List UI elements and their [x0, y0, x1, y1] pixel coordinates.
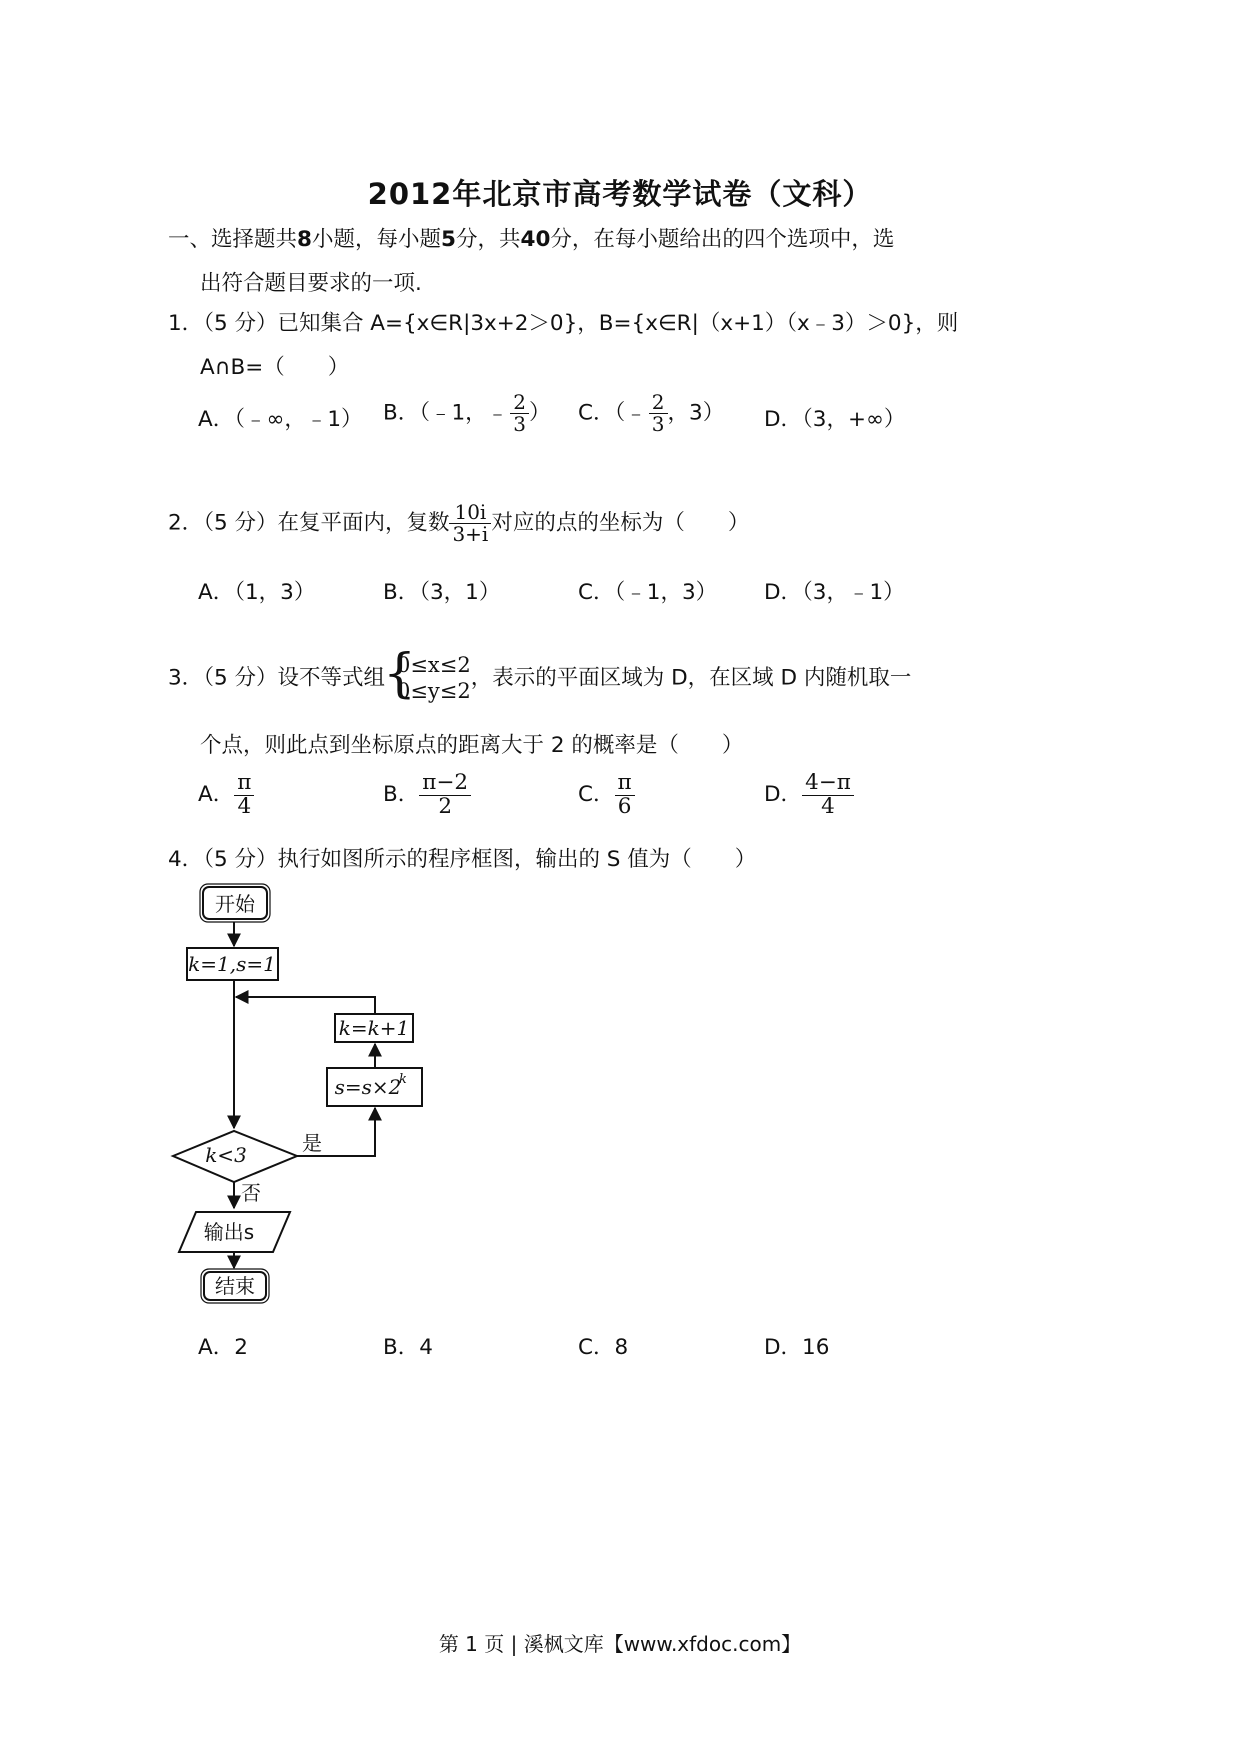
option-a: A．2 [198, 1335, 248, 1360]
question-text: （5 分）设不等式组 [203, 665, 385, 691]
option-label: B． [383, 782, 420, 808]
section-text: 分，共 [455, 227, 521, 252]
fraction-numerator: 2 [510, 392, 529, 414]
option-a: A．（1，3） [198, 580, 316, 605]
fraction-numerator: π [615, 772, 635, 796]
question-number: 4． [168, 847, 204, 872]
question-1-line2: A∩B=（ ） [200, 355, 350, 380]
fraction-denominator: 4 [821, 793, 835, 819]
fraction-numerator: 4−π [802, 772, 854, 796]
option-b: B．（3，1） [383, 580, 501, 605]
fraction-numerator: 10i [449, 502, 491, 524]
fraction-denominator: 2 [438, 793, 452, 819]
option-b: B．4 [383, 1335, 433, 1360]
section-total: 40 [520, 227, 551, 252]
section-count: 8 [297, 227, 312, 252]
minus-sign: ﹣ [625, 400, 647, 426]
fraction-denominator: 6 [617, 793, 632, 819]
flow-start-text: 开始 [215, 892, 255, 916]
flow-update-s-text: s=s×2 [334, 1075, 402, 1099]
option-c-close: ，3） [667, 400, 725, 426]
option-d: D．（3，﹣1） [764, 580, 905, 605]
question-number: 2． [168, 510, 204, 536]
question-text: ，表示的平面区域为 D，在区域 D 内随机取一 [470, 665, 912, 691]
question-text: 对应的点的坐标为（ ） [491, 510, 750, 536]
section-text: 小题，每小题 [311, 227, 441, 252]
option-b-close: ） [528, 400, 551, 426]
option-label: C． [578, 782, 615, 808]
flow-yes-label: 是 [302, 1131, 322, 1155]
flow-init-text: k=1,s=1 [188, 952, 276, 976]
question-number: 1． [168, 311, 204, 336]
fraction-numerator: 2 [649, 392, 668, 414]
flow-update-k-text: k=k+1 [338, 1016, 410, 1040]
option-d: D．16 [764, 1335, 830, 1360]
question-text: （5 分）已知集合 A={x∈R|3x+2＞0}，B={x∈R|（x+1）（x﹣3）＞0}，则 [203, 311, 959, 336]
section-points: 5 [441, 227, 456, 252]
option-b-label: B．（﹣1， [383, 400, 487, 426]
minus-sign: ﹣ [486, 400, 509, 426]
flow-condition-text: k<3 [205, 1143, 247, 1167]
fraction-numerator: π [234, 772, 254, 796]
fraction-denominator: 3 [651, 412, 665, 436]
flow-output-text: 输出s [203, 1220, 255, 1244]
flow-loop-arrow [236, 997, 375, 1014]
question-3-line2: 个点，则此点到坐标原点的距离大于 2 的概率是（ ） [200, 733, 744, 758]
option-label: D． [764, 782, 803, 808]
option-c: C．8 [578, 1335, 629, 1360]
fraction-denominator: 3+i [452, 522, 489, 546]
option-a: A．（﹣∞，﹣1） [198, 407, 363, 432]
page-footer: 第 1 页 | 溪枫文库【www.xfdoc.com】 [438, 1632, 802, 1656]
option-c-label: C．（ [578, 400, 626, 426]
flow-end-text: 结束 [215, 1274, 255, 1298]
fraction-denominator: 3 [513, 412, 526, 436]
fraction-denominator: 4 [237, 793, 252, 819]
question-text: （5 分）执行如图所示的程序框图，输出的 S 值为（ ） [203, 847, 757, 872]
question-number: 3． [168, 665, 204, 691]
document-title: 2012年北京市高考数学试卷（文科） [367, 177, 873, 211]
option-label: A． [198, 782, 235, 808]
brace-icon: { [382, 644, 417, 704]
inequality-2: 0≤y≤2 [396, 679, 471, 704]
flow-exponent-text: k [399, 1072, 407, 1087]
flow-no-label: 否 [241, 1181, 261, 1205]
fraction-numerator: π−2 [419, 772, 471, 796]
inequality-1: 0≤x≤2 [396, 653, 471, 677]
option-d: D．（3，+∞） [764, 407, 906, 432]
section-heading-line2: 出符合题目要求的一项. [200, 271, 422, 296]
question-text: （5 分）在复平面内，复数 [203, 510, 450, 536]
section-text: 一、选择题共 [168, 227, 298, 252]
option-c: C．（﹣1，3） [578, 580, 718, 605]
section-text: 分，在每小题给出的四个选项中，选 [550, 227, 895, 252]
